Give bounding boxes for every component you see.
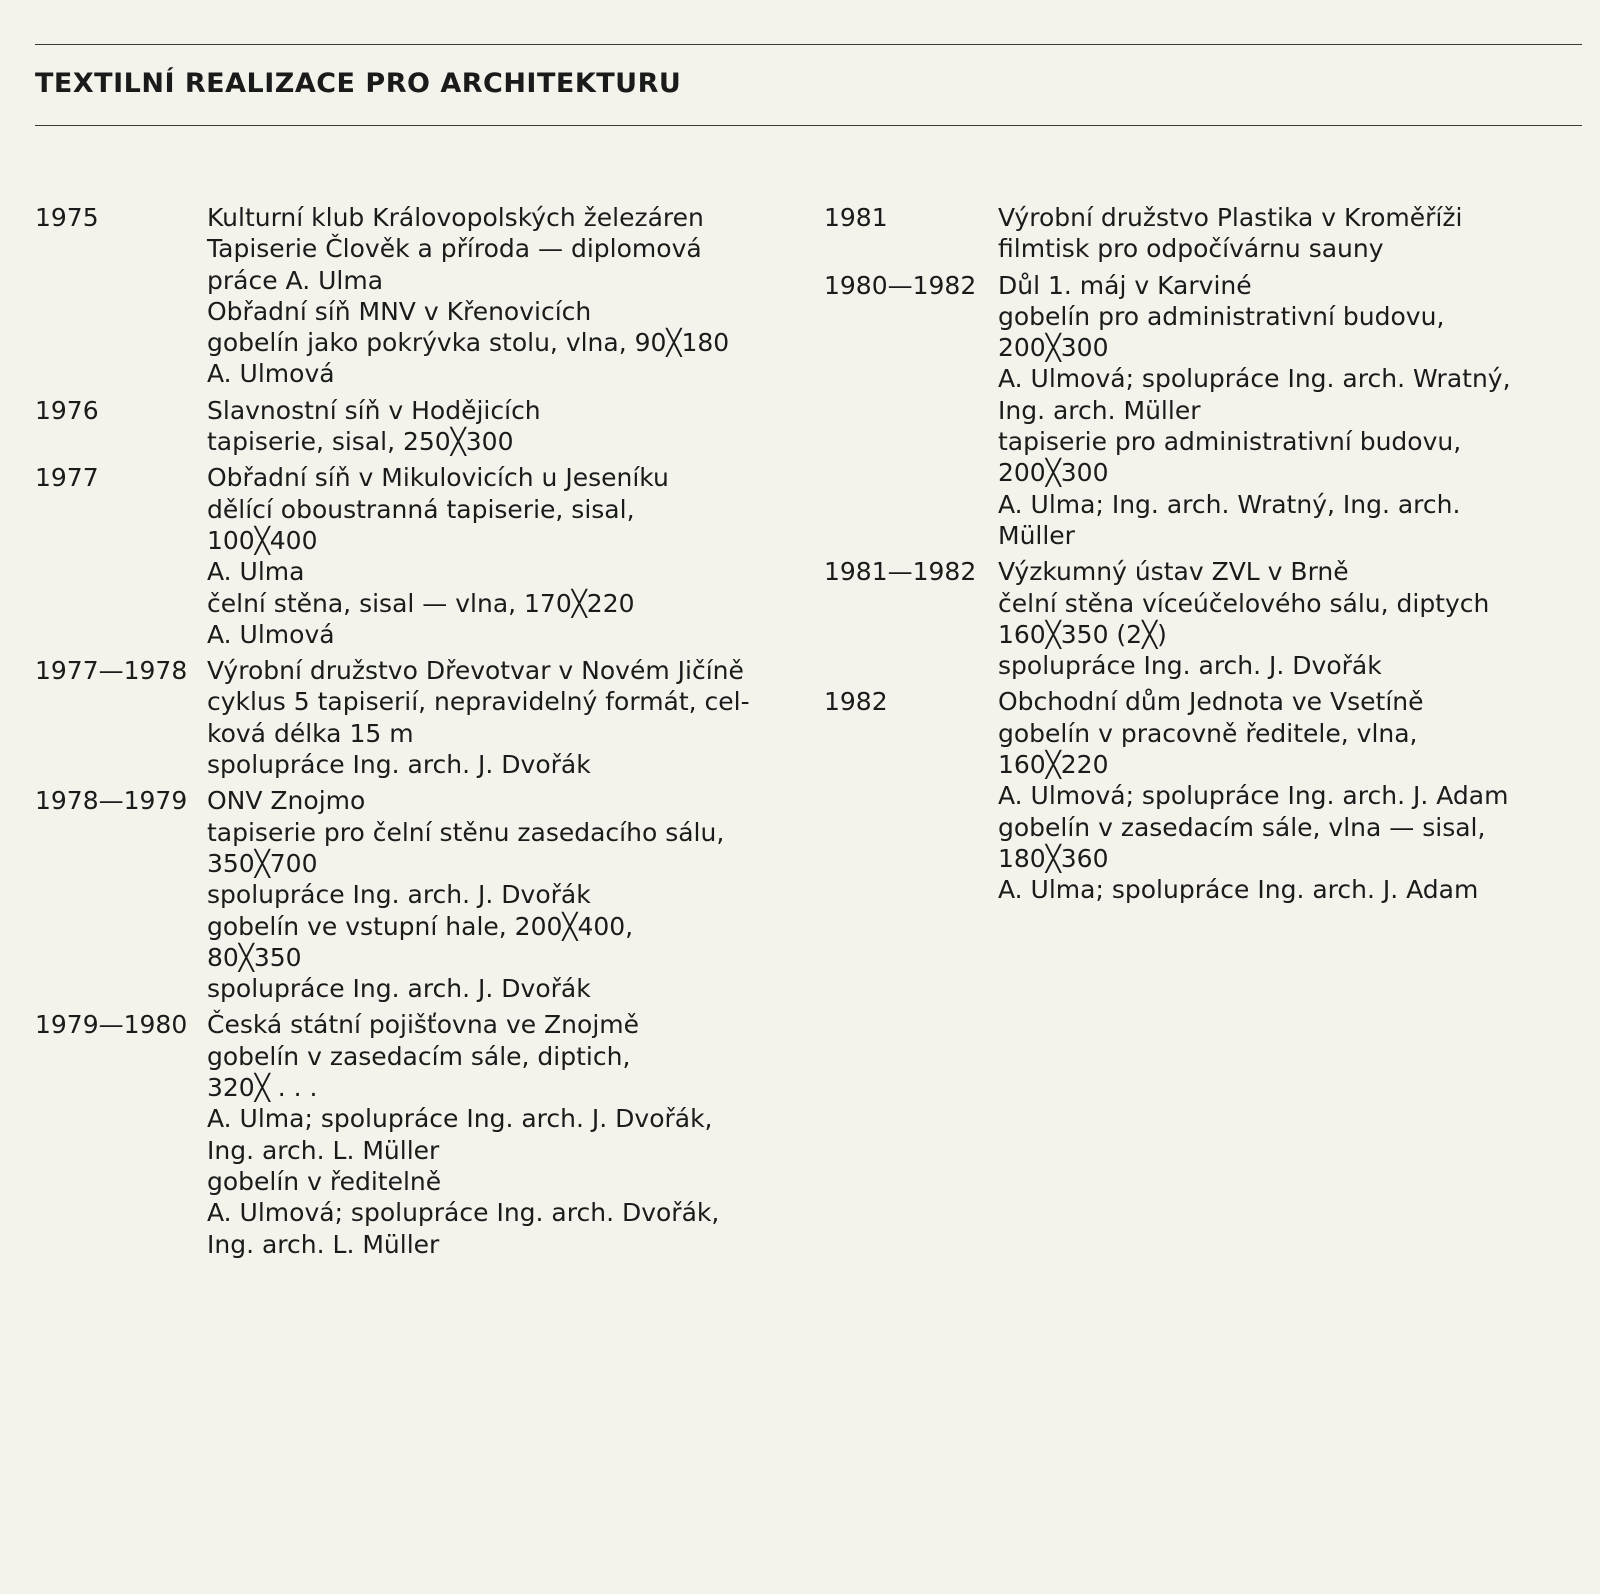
entry-line: ková délka 15 m: [207, 718, 414, 748]
title-rule: [35, 125, 1582, 126]
entry-line: A. Ulmová: [207, 359, 335, 389]
page-title: TEXTILNÍ REALIZACE PRO ARCHITEKTURU: [35, 68, 682, 99]
entry-description: [998, 556, 1584, 681]
entry-line: Tapiserie Člověk a příroda — diplomová: [207, 234, 702, 264]
entry-line: čelní stěna víceúčelového sálu, diptych: [998, 588, 1490, 618]
entry-line: Obchodní dům Jednota ve Vsetíně: [998, 687, 1424, 717]
entry-line: A. Ulmová; spolupráce Ing. arch. J. Adam: [998, 781, 1509, 811]
entry-line: ONV Znojmo: [207, 786, 366, 816]
entry-1976: [35, 395, 795, 458]
entry-line: spolupráce Ing. arch. J. Dvořák: [207, 974, 591, 1004]
entry-line: gobelín v zasedacím sále, vlna — sisal,: [998, 812, 1486, 842]
top-rule: [35, 44, 1582, 45]
entry-line: 200╳300: [998, 458, 1109, 488]
entry-line: 160╳350 (2╳): [998, 619, 1167, 649]
entry-line: spolupráce Ing. arch. J. Dvořák: [207, 750, 591, 780]
entry-1977-1978: [35, 655, 795, 780]
entry-line: Ing. arch. L. Müller: [207, 1229, 440, 1259]
entry-line: gobelín pro administrativní budovu,: [998, 301, 1445, 331]
entry-line: filmtisk pro odpočívárnu sauny: [998, 234, 1384, 264]
entry-description: [207, 785, 795, 1004]
entry-1979-1980: [35, 1009, 795, 1259]
entry-line: gobelín jako pokrývka stolu, vlna, 90╳180: [207, 328, 730, 358]
entry-description: [998, 686, 1584, 905]
entry-line: A. Ulmová: [207, 619, 335, 649]
entry-line: dělící oboustranná tapiserie, sisal,: [207, 494, 635, 524]
entry-line: Kulturní klub Královopolských železáren: [207, 203, 704, 232]
entry-line: práce A. Ulma: [207, 265, 384, 295]
entry-line: Slavnostní síň v Hodějicích: [207, 395, 541, 425]
entry-line: gobelín v ředitelně: [207, 1166, 442, 1196]
entry-line: A. Ulma; Ing. arch. Wratný, Ing. arch.: [998, 489, 1461, 519]
entry-line: 350╳700: [207, 848, 318, 878]
entry-line: 180╳360: [998, 843, 1109, 873]
entry-year: 1977—1978: [35, 656, 188, 686]
entry-1980-1982: [824, 270, 1584, 552]
entry-description: [207, 462, 795, 650]
entry-line: Obřadní síň v Mikulovicích u Jeseníku: [207, 463, 669, 493]
entry-line: Česká státní pojišťovna ve Znojmě: [207, 1010, 640, 1040]
entry-year: 1975: [35, 203, 99, 232]
entry-year: 1981: [824, 203, 888, 232]
entry-year: 1979—1980: [35, 1010, 188, 1040]
entry-line: A. Ulmová; spolupráce Ing. arch. Dvořák,: [207, 1198, 720, 1228]
entry-year: 1981—1982: [824, 557, 977, 587]
entry-line: 200╳300: [998, 333, 1109, 363]
entry-1977: [35, 462, 795, 650]
entry-line: spolupráce Ing. arch. J. Dvořák: [207, 880, 591, 910]
entry-line: tapiserie pro administrativní budovu,: [998, 427, 1462, 457]
entry-line: A. Ulma; spolupráce Ing. arch. J. Adam: [998, 875, 1479, 905]
entry-year: 1976: [35, 395, 99, 425]
entry-line: 80╳350: [207, 942, 302, 972]
entry-1975: [35, 202, 795, 390]
entry-year: 1982: [824, 687, 888, 717]
entry-line: 160╳220: [998, 750, 1109, 780]
entry-description: [207, 202, 795, 390]
entry-year: 1978—1979: [35, 786, 188, 816]
entry-description: [998, 202, 1584, 265]
entry-1981-1982: [824, 556, 1584, 681]
entry-line: A. Ulma; spolupráce Ing. arch. J. Dvořák,: [207, 1104, 713, 1134]
entry-line: gobelín v zasedacím sále, diptich,: [207, 1041, 631, 1071]
entry-line: Výrobní družstvo Dřevotvar v Novém Jičíně: [207, 656, 744, 686]
entry-line: Müller: [998, 520, 1075, 550]
entry-year: 1977: [35, 463, 99, 493]
entry-line: cyklus 5 tapiserií, nepravidelný formát, cel-: [207, 687, 750, 717]
entry-line: Ing. arch. L. Müller: [207, 1135, 440, 1165]
left-column: [35, 202, 795, 1260]
entry-line: Ing. arch. Müller: [998, 395, 1201, 425]
entry-description: [207, 395, 795, 458]
right-column: [824, 202, 1584, 906]
entry-line: 320╳ . . .: [207, 1073, 318, 1103]
entry-year: 1980—1982: [824, 270, 977, 300]
entry-line: tapiserie, sisal, 250╳300: [207, 427, 514, 457]
entry-1978-1979: [35, 785, 795, 1004]
entry-line: A. Ulmová; spolupráce Ing. arch. Wratný,: [998, 364, 1511, 394]
entry-line: gobelín v pracovně ředitele, vlna,: [998, 718, 1418, 748]
entry-line: Obřadní síň MNV v Křenovicích: [207, 296, 592, 326]
entry-line: 100╳400: [207, 525, 318, 555]
entry-1982: [824, 686, 1584, 905]
entry-description: [207, 1009, 795, 1259]
entry-line: Výzkumný ústav ZVL v Brně: [998, 557, 1349, 587]
entry-line: spolupráce Ing. arch. J. Dvořák: [998, 651, 1382, 681]
entry-line: A. Ulma: [207, 557, 305, 587]
entry-line: Důl 1. máj v Karviné: [998, 270, 1252, 300]
entry-description: [998, 270, 1584, 552]
entry-description: [207, 655, 795, 780]
entry-1981: [824, 202, 1584, 265]
entry-line: Výrobní družstvo Plastika v Kroměříži: [998, 203, 1463, 232]
entry-line: čelní stěna, sisal — vlna, 170╳220: [207, 588, 635, 618]
entry-line: tapiserie pro čelní stěnu zasedacího sálu,: [207, 817, 725, 847]
entry-line: gobelín ve vstupní hale, 200╳400,: [207, 911, 634, 941]
